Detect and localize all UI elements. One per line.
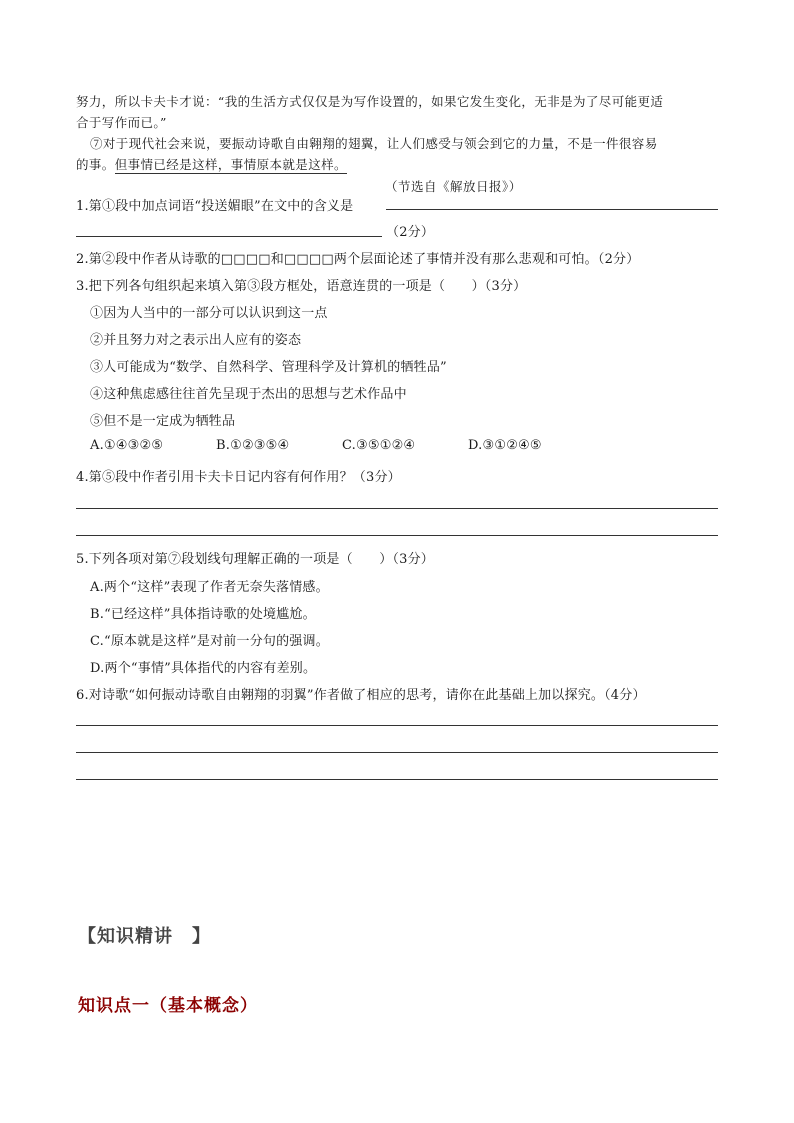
question-3-option-a[interactable]: A.①④③②⑤ [90,438,164,453]
passage-line-2: 合于写作而已。” [76,115,167,130]
question-3-item: ②并且努力对之表示出人应有的姿态 [90,333,302,348]
paragraph-7-line-2 [76,155,347,173]
question-3-option-b[interactable]: B.①②③⑤④ [216,438,290,453]
question-5-option-c[interactable]: C.“原本就是这样”是对前一分句的强调。 [90,634,329,649]
question-6-text: 6.对诗歌“如何振动诗歌自由翱翔的羽翼”作者做了相应的思考，请你在此基础上加以探究。（4分） [76,688,646,703]
knowledge-section-header: 【知识精讲 】 [78,926,211,947]
knowledge-point-1-title: 知识点一（基本概念） [78,996,258,1016]
question-4-answer-line-2[interactable] [76,535,718,536]
question-3-option-d[interactable]: D.③①②④⑤ [468,438,542,453]
question-4-answer-line-1[interactable] [76,508,718,509]
question-3-item: ①因为人当中的一部分可以认识到这一点 [90,306,328,321]
paragraph-7-line-1: ⑦对于现代社会来说，要振动诗歌自由翱翔的翅翼，让人们感受与领会到它的力量，不是一件很容易 [90,136,658,151]
question-6-answer-line-2[interactable] [76,752,718,753]
paragraph-7-plain-text: 的事。 [76,157,115,172]
question-3-item: ④这种焦虑感往往首先呈现于杰出的思想与艺术作品中 [90,387,407,402]
question-3-item: ③人可能成为“数学、自然科学、管理科学及计算机的牺牲品” [90,360,447,375]
question-3-item: ⑤但不是一定成为牺牲品 [90,414,236,429]
question-5-text: 5.下列各项对第⑦段划线句理解正确的一项是（ ）（3分） [76,552,434,567]
question-5-option-a[interactable]: A.两个“这样”表现了作者无奈失落情感。 [90,580,329,595]
question-4-text: 4.第⑤段中作者引用卡夫卡日记内容有何作用？（3分） [76,470,401,485]
question-2-text: 2.第②段中作者从诗歌的□□□□和□□□□两个层面论述了事情并没有那么悲观和可怕。（2分） [76,252,640,267]
question-6-answer-line-1[interactable] [76,725,718,726]
paragraph-7-underlined-sentence: 但事情已经是这样，事情原本就是这样。 [114,157,347,172]
question-1-answer-line-2[interactable] [76,236,382,237]
passage-line-1: 努力，所以卡夫卡才说：“我的生活方式仅仅是为写作设置的，如果它发生变化，无非是为了尽可能更适 [76,94,664,109]
question-1-score: （2分） [386,225,435,240]
question-1-answer-line-1[interactable] [386,209,718,210]
question-3-option-c[interactable]: C.③⑤①②④ [342,438,416,453]
source-citation: （节选自《解放日报》） [385,179,522,194]
question-6-answer-line-3[interactable] [76,779,718,780]
question-3-text: 3.把下列各句组织起来填入第③段方框处，语意连贯的一项是（ ）（3分） [76,279,527,294]
question-1-text: 1.第①段中加点词语“投送媚眼”在文中的含义是 [76,199,354,214]
question-5-option-b[interactable]: B.“已经这样”具体指诗歌的处境尴尬。 [90,607,316,622]
question-5-option-d[interactable]: D.两个“事情”具体指代的内容有差别。 [90,661,317,676]
